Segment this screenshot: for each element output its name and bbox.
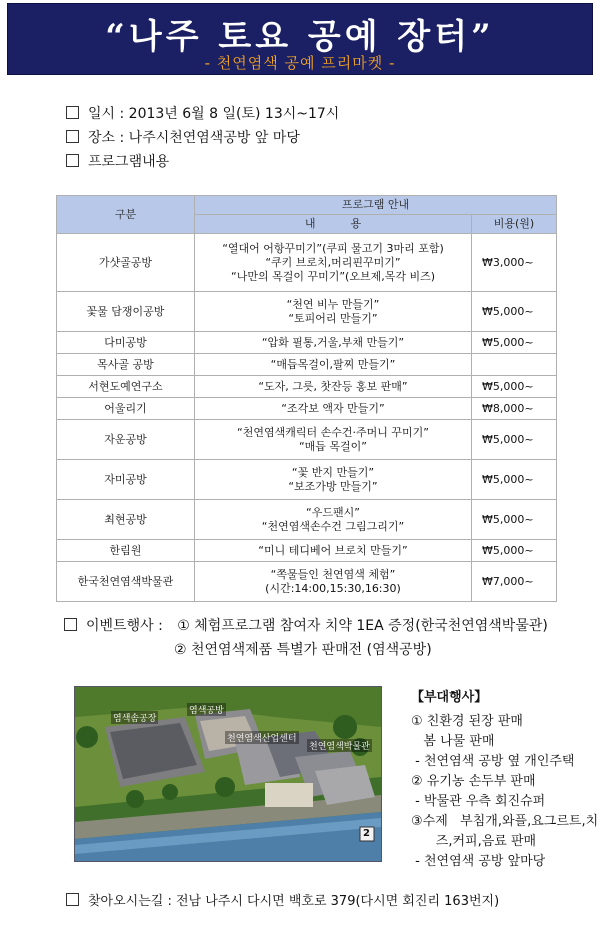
row-category: 목사골 공방 xyxy=(57,354,195,376)
row-category: 최현공방 xyxy=(57,500,195,540)
checkbox-icon xyxy=(66,893,79,906)
row-content xyxy=(195,332,472,354)
row-cost: ₩5,000~ xyxy=(472,540,557,562)
row-content xyxy=(195,420,472,460)
row-cost: ₩3,000~ xyxy=(472,234,557,292)
side-event-line: ② 유기농 손두부 판매 xyxy=(411,774,536,789)
info-place xyxy=(66,127,300,147)
content-line: (시간:14:00,15:30,16:30) xyxy=(265,581,401,595)
row-cost: ₩5,000~ xyxy=(472,292,557,332)
row-content xyxy=(195,398,472,420)
side-events-title: 【부대행사】 xyxy=(411,690,488,705)
content-line: “매듭 목걸이” xyxy=(298,439,368,453)
content-line: “쪽물들인 천연염색 체험” xyxy=(270,567,396,581)
table-row xyxy=(57,332,557,354)
photo-label: 염색공방 xyxy=(187,703,226,716)
place-text: 장소 : 나주시천연염색공방 앞 마당 xyxy=(88,130,300,146)
row-category: 자미공방 xyxy=(57,460,195,500)
program-text: 프로그램내용 xyxy=(88,154,170,170)
checkbox-icon xyxy=(66,154,79,167)
info-program xyxy=(66,151,169,171)
photo-label: 염색솜공장 xyxy=(111,711,158,724)
directions-text: 찾아오시는길 : 전남 나주시 다시면 백호로 379(다시면 회진리 163번지) xyxy=(88,894,500,909)
row-cost: ₩5,000~ xyxy=(472,376,557,398)
content-line: “천연염색손수건 그림그리기” xyxy=(261,519,405,533)
row-content xyxy=(195,292,472,332)
content-line: “쿠키 브로치,머리핀꾸미기” xyxy=(265,255,401,269)
content-line: “우드팬시” xyxy=(306,505,360,519)
photo-label: 천연염색박물관 xyxy=(307,739,372,752)
table-row xyxy=(57,376,557,398)
row-content xyxy=(195,460,472,500)
title-banner xyxy=(7,3,593,75)
header-content: 내 용 xyxy=(195,215,472,234)
content-line: “토피어리 만들기” xyxy=(288,311,378,325)
table-row xyxy=(57,562,557,602)
side-event-line: ③수제 부침개,와플,요그르트,치 xyxy=(411,814,599,829)
row-category: 한림원 xyxy=(57,540,195,562)
content-line: “압화 필통,거울,부채 만들기” xyxy=(261,335,405,349)
table-row xyxy=(57,292,557,332)
row-category: 가샷골공방 xyxy=(57,234,195,292)
content-line: “열대어 어항꾸미기”(쿠피 물고기 3마리 포함) xyxy=(222,241,444,255)
content-line: “천연염색캐릭터 손수건·주머니 꾸미기” xyxy=(237,425,429,439)
side-event-line: - 천연염색 공방 옆 개인주택 xyxy=(411,754,575,769)
event-line-1 xyxy=(64,615,548,635)
side-event-line: - 천연염색 공방 앞마당 xyxy=(411,854,546,869)
checkbox-icon xyxy=(66,106,79,119)
side-event-line: ① 친환경 된장 판매 xyxy=(411,714,523,729)
info-date xyxy=(66,103,339,123)
row-cost: ₩5,000~ xyxy=(472,420,557,460)
content-line: “도자, 그릇, 찻잔등 홍보 판매” xyxy=(258,379,408,393)
table-row xyxy=(57,500,557,540)
directions xyxy=(66,890,499,909)
aerial-photo xyxy=(74,686,382,862)
row-cost: ₩8,000~ xyxy=(472,398,557,420)
table-row xyxy=(57,354,557,376)
row-cost: ₩7,000~ xyxy=(472,562,557,602)
checkbox-icon xyxy=(64,618,77,631)
page-subtitle: - 천연염색 공예 프리마켓 - xyxy=(204,54,396,72)
side-event-line: 즈,커피,음료 판매 xyxy=(411,834,537,849)
row-content xyxy=(195,234,472,292)
content-line: “미니 테디베어 브로치 만들기” xyxy=(258,543,408,557)
table-row xyxy=(57,460,557,500)
side-event-line: 봄 나물 판매 xyxy=(411,734,495,749)
event-item-1: ① 체험프로그램 참여자 치약 1EA 증정(한국천연염색박물관) xyxy=(177,618,548,634)
row-cost xyxy=(472,354,557,376)
row-cost: ₩5,000~ xyxy=(472,332,557,354)
row-category: 서현도예연구소 xyxy=(57,376,195,398)
row-content xyxy=(195,540,472,562)
content-line: “조각보 액자 만들기” xyxy=(281,401,385,415)
row-category: 다미공방 xyxy=(57,332,195,354)
row-category: 어울리기 xyxy=(57,398,195,420)
header-guide: 프로그램 안내 xyxy=(195,196,557,215)
event-label: 이벤트행사 : xyxy=(86,618,163,634)
row-cost: ₩5,000~ xyxy=(472,460,557,500)
row-category: 한국천연염색박물관 xyxy=(57,562,195,602)
page-title: “나주 토요 공예 장터” xyxy=(105,17,495,57)
side-event-line: - 박물관 우측 회진슈퍼 xyxy=(411,794,546,809)
header-category: 구분 xyxy=(57,196,195,234)
row-cost: ₩5,000~ xyxy=(472,500,557,540)
row-category: 자운공방 xyxy=(57,420,195,460)
content-line: “매듭목걸이,팔찌 만들기” xyxy=(270,357,396,371)
date-text: 일시 : 2013년 6월 8 일(토) 13시~17시 xyxy=(88,106,340,122)
row-content xyxy=(195,354,472,376)
event-item-2: ② 천연염색제품 특별가 판매전 (염색공방) xyxy=(174,642,432,658)
table-row xyxy=(57,420,557,460)
table-row xyxy=(57,398,557,420)
row-category: 꽃물 담쟁이공방 xyxy=(57,292,195,332)
row-content xyxy=(195,500,472,540)
content-line: “꽃 반지 만들기” xyxy=(291,465,375,479)
checkbox-icon xyxy=(66,130,79,143)
table-row xyxy=(57,540,557,562)
header-cost: 비용(원) xyxy=(472,215,557,234)
row-content xyxy=(195,376,472,398)
content-line: “나만의 목걸이 꾸미기”(오브제,목각 비즈) xyxy=(231,269,435,283)
program-table xyxy=(56,195,557,602)
row-content xyxy=(195,562,472,602)
photo-badge: 2 xyxy=(363,828,370,839)
content-line: “보조가방 만들기” xyxy=(288,479,378,493)
table-row xyxy=(57,234,557,292)
content-line: “천연 비누 만들기” xyxy=(286,297,380,311)
photo-label: 천연염색산업센터 xyxy=(225,731,299,744)
